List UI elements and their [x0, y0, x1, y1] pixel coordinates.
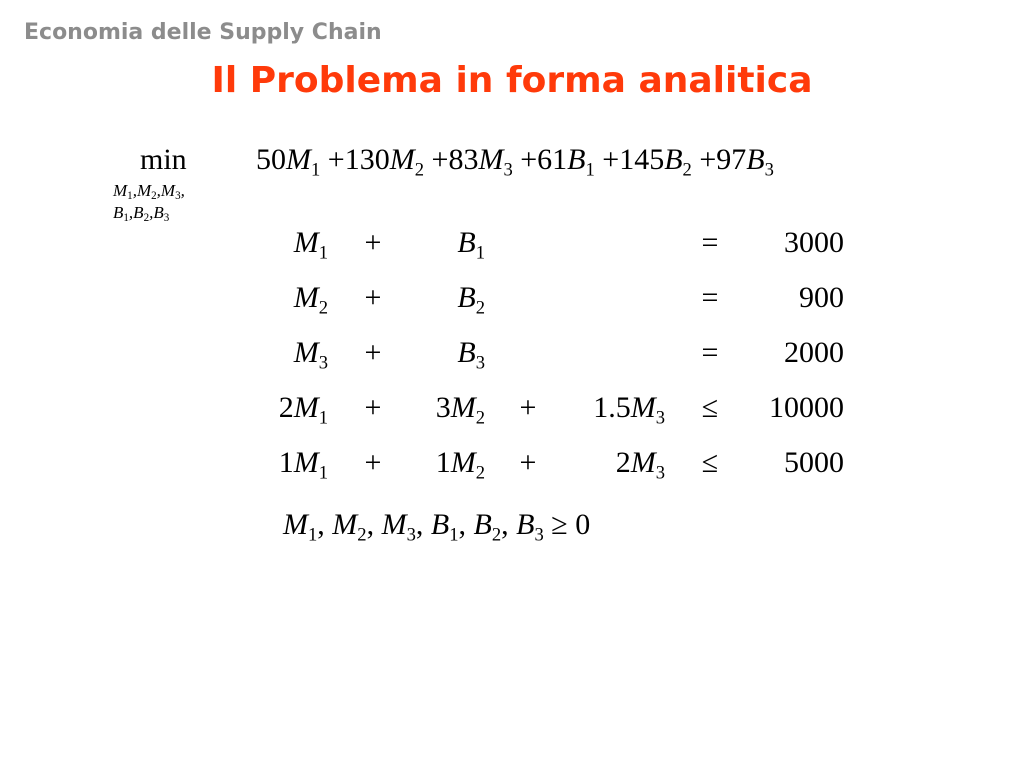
term: $2M_3$ — [615, 446, 665, 484]
plus-sign: + — [364, 281, 382, 314]
plus-sign: + — [364, 391, 382, 424]
relation-sign: = — [701, 281, 719, 314]
constraint-term — [230, 226, 328, 264]
plus-sign: + — [364, 226, 382, 259]
nonneg-var: $M_2$ — [332, 508, 367, 546]
constraint-term — [230, 446, 328, 484]
constraint-term — [395, 446, 485, 484]
nonneg-var: $B_2$ — [473, 508, 502, 546]
relation-sign: ≥ — [543, 508, 576, 541]
min-variables — [113, 180, 185, 224]
relation-sign: = — [701, 226, 719, 259]
constraint-rhs: 10000 — [769, 391, 844, 424]
term: $M_2$ — [293, 281, 328, 319]
constraint-term — [395, 336, 485, 374]
term: $B_2$ — [457, 281, 485, 319]
term: $2M_1$ — [278, 391, 328, 429]
constraint-term — [230, 391, 328, 429]
relation-sign: = — [701, 336, 719, 369]
constraint-row — [0, 391, 1024, 431]
plus-sign: + — [512, 143, 538, 176]
constraint-term — [230, 336, 328, 374]
constraint-rhs: 900 — [799, 281, 844, 314]
nonneg-var: $M_3$ — [381, 508, 416, 546]
nonnegativity-constraint: $M_1$, $M_2$, $M_3$, $B_1$, $B_2$, $B_3 \ge 0$ — [283, 508, 591, 546]
constraint-row — [0, 336, 1024, 376]
plus-sign: + — [320, 143, 345, 176]
objective-term: $50M_1$ — [256, 143, 321, 181]
constraint-term — [395, 391, 485, 429]
constraint-rhs: 2000 — [784, 336, 844, 369]
relation-sign: ≤ — [701, 446, 719, 479]
nonneg-var: $B_1$ — [430, 508, 459, 546]
objective-term: $130M_2$ — [344, 143, 425, 181]
course-header: Economia delle Supply Chain — [24, 20, 382, 45]
objective-term: $145B_2$ — [619, 143, 692, 181]
plus-sign: + — [519, 391, 537, 424]
objective-term: $61B_1$ — [537, 143, 595, 181]
plus-sign: + — [424, 143, 449, 176]
constraint-term — [230, 281, 328, 319]
nonneg-var: $M_1$ — [283, 508, 318, 546]
objective-function — [256, 143, 774, 181]
term: $B_1$ — [457, 226, 485, 264]
constraint-term — [550, 391, 665, 429]
constraint-row — [0, 281, 1024, 321]
nonneg-var: $B_3$ — [516, 508, 544, 546]
term: $M_1$ — [293, 226, 328, 264]
objective-term: $83M_3$ — [448, 143, 513, 181]
plus-sign: + — [364, 336, 382, 369]
min-variables-line2: $B_1,B_2,B_3$ — [113, 203, 170, 224]
relation-sign: ≤ — [701, 391, 719, 424]
constraint-term — [395, 281, 485, 319]
slide-title: Il Problema in forma analitica — [211, 60, 813, 101]
term: $1M_1$ — [278, 446, 328, 484]
constraint-term — [550, 446, 665, 484]
min-variables-line1: $M_1,M_2,M_3$, — [113, 181, 185, 202]
plus-sign: + — [519, 446, 537, 479]
term: $3M_2$ — [435, 391, 485, 429]
min-operator: min — [140, 143, 187, 176]
plus-sign: + — [364, 446, 382, 479]
plus-sign: + — [691, 143, 717, 176]
term: $B_3$ — [457, 336, 485, 374]
plus-sign: + — [594, 143, 620, 176]
nonneg-rhs: 0 — [575, 508, 591, 541]
constraint-rhs: 3000 — [784, 226, 844, 259]
constraint-rhs: 5000 — [784, 446, 844, 479]
constraint-row — [0, 226, 1024, 266]
term: $1M_2$ — [435, 446, 485, 484]
objective-term: $97B_3$ — [716, 143, 774, 181]
constraint-term — [395, 226, 485, 264]
term: $1.5M_3$ — [593, 391, 665, 429]
constraint-row — [0, 446, 1024, 486]
term: $M_3$ — [293, 336, 328, 374]
